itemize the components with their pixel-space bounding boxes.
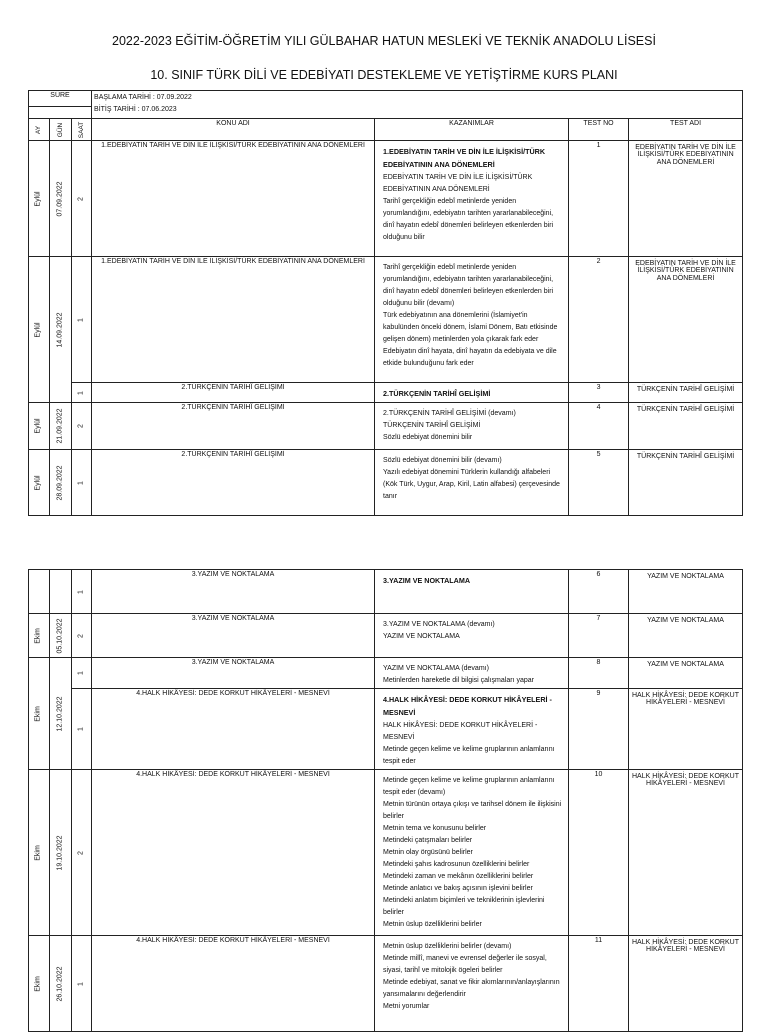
table-row: [29, 403, 743, 450]
date-cell: 14.09.2022: [50, 257, 72, 403]
month-cell: Ekim: [29, 936, 50, 1032]
test-no-cell: 11: [569, 936, 629, 1032]
month-cell: Ekim: [29, 614, 50, 658]
table-row: [29, 383, 743, 403]
table-row: [29, 658, 743, 689]
topic-cell: 4.HALK HİKÂYESİ: DEDE KORKUT HİKÂYELERİ - MESNEVİ: [92, 689, 375, 770]
month-cell: [29, 570, 50, 614]
month-cell: Eylül: [29, 257, 50, 403]
topic-cell: 2.TÜRKÇENİN TARİHÎ GELİŞİMİ: [92, 383, 375, 403]
outcome-text: HALK HİKÂYESİ: DEDE KORKUT HİKÂYELERİ - MESNEVİ Metinde geçen kelime ve kelime gruplarının anlamlarını tespit eder: [383, 722, 555, 765]
outcomes-cell: Metinde geçen kelime ve kelime gruplarının anlamlarını tespit eder (devamı) Metnin türünün ortaya çıkışı ve tarihsel dönem ile ilişkisini belirler Metnin tema ve konusunu belirler Metindeki çatışmaları belirler Metnin olay örgüsünü belirler Metindeki şahıs kadrosunun özelliklerini belirler Metindeki zaman ve mekânın özelliklerini belirler Metinde anlatıcı ve bakış açısının işlevini belirler Metindeki anlatım biçimleri ve tekniklerinin işlevlerini belirler Metnin üslup özelliklerini belirler: [375, 770, 569, 936]
test-name-cell: TÜRKÇENİN TARİHÎ GELİŞİMİ: [629, 383, 743, 403]
date-cell: [50, 570, 72, 614]
outcomes-cell: [375, 383, 569, 403]
test-name-cell: TÜRKÇENİN TARİHÎ GELİŞİMİ: [629, 403, 743, 450]
col-konu: KONU ADI: [92, 119, 375, 141]
hours-cell: 1: [72, 257, 92, 383]
col-testadi: TEST ADI: [629, 119, 743, 141]
topic-cell: 4.HALK HİKÂYESİ: DEDE KORKUT HİKÂYELERİ - MESNEVİ: [92, 770, 375, 936]
date-cell: 19.10.2022: [50, 770, 72, 936]
test-no-cell: 10: [569, 770, 629, 936]
hours-cell: 1: [72, 450, 92, 516]
test-no-cell: 3: [569, 383, 629, 403]
col-saat: SAAT: [72, 119, 92, 141]
topic-cell: 4.HALK HİKÂYESİ: DEDE KORKUT HİKÂYELERİ - MESNEVİ: [92, 936, 375, 1032]
hours-cell: 2: [72, 403, 92, 450]
end-date: BİTİŞ TARİHİ : 07.06.2023: [94, 105, 177, 113]
test-name-cell: YAZIM VE NOKTALAMA: [629, 570, 743, 614]
test-name-cell: YAZIM VE NOKTALAMA: [629, 658, 743, 689]
col-gun: GÜN: [50, 119, 72, 141]
outcomes-cell: Metnin üslup özelliklerini belirler (devamı) Metinde millî, manevi ve evrensel değerler ile sosyal, siyasi, tarihî ve mitolojik ögeleri belirler Metinde edebiyat, sanat ve fikir akımlarının/anlayışlarının yansımalarını değerlendirir Metni yorumlar: [375, 936, 569, 1032]
date-cell: 05.10.2022: [50, 614, 72, 658]
test-no-cell: 4: [569, 403, 629, 450]
date-cell: 26.10.2022: [50, 936, 72, 1032]
col-kazanim: KAZANIMLAR: [375, 119, 569, 141]
test-no-cell: 6: [569, 570, 629, 614]
test-name-cell: EDEBİYATIN TARİH VE DİN İLE İLİŞKİSİ/TÜRK EDEBİYATININ ANA DÖNEMLERİ: [629, 257, 743, 383]
outcome-heading: 4.HALK HİKÂYESİ: DEDE KORKUT HİKÂYELERİ - MESNEVİ: [383, 695, 552, 717]
topic-cell: 3.YAZIM VE NOKTALAMA: [92, 614, 375, 658]
hours-cell: 2: [72, 614, 92, 658]
test-name-cell: HALK HİKÂYESİ: DEDE KORKUT HİKÂYELERİ - MESNEVİ: [629, 936, 743, 1032]
plan-table-2: [28, 569, 743, 1032]
outcomes-cell: 2.TÜRKÇENİN TARİHÎ GELİŞİMİ (devamı) TÜRKÇENİN TARİHÎ GELİŞİMİ Sözlü edebiyat dönemini bilir: [375, 403, 569, 450]
outcomes-cell: [375, 141, 569, 257]
table-row: [29, 570, 743, 614]
outcomes-cell: Sözlü edebiyat dönemini bilir (devamı) Yazılı edebiyat dönemini Türklerin kullandığı alfabeleri (Kök Türk, Uygur, Arap, Kiril, Latin alfabesi) çerçevesinde tanır: [375, 450, 569, 516]
test-name-cell: HALK HİKÂYESİ: DEDE KORKUT HİKÂYELERİ - MESNEVİ: [629, 689, 743, 770]
hours-cell: 1: [72, 570, 92, 614]
hours-cell: 1: [72, 658, 92, 689]
table-row: [29, 257, 743, 383]
date-cell: 28.09.2022: [50, 450, 72, 516]
test-no-cell: 9: [569, 689, 629, 770]
col-ay: AY: [29, 119, 50, 141]
table-row: [29, 614, 743, 658]
month-cell: Ekim: [29, 770, 50, 936]
outcome-text: EDEBİYATIN TARİH VE DİN İLE İLİŞKİSİ/TÜRK EDEBİYATININ ANA DÖNEMLERİ Tarihî gerçekliğin edebî metinlerde yeniden yorumlandığını, edebiyatın tarihten yararlanabileceğini, dinî hayatın edebî dönemleri belirleyen etkenlerden biri olduğunu bilir: [383, 174, 554, 241]
outcomes-cell: YAZIM VE NOKTALAMA (devamı) Metinlerden hareketle dil bilgisi çalışmaları yapar: [375, 658, 569, 689]
topic-cell: 2.TÜRKÇENİN TARİHÎ GELİŞİMİ: [92, 450, 375, 516]
outcomes-cell: Tarihî gerçekliğin edebî metinlerde yeniden yorumlandığını, edebiyatın tarihten yararlanabileceğini, dinî hayatın edebî dönemleri belirleyen etkenlerden biri olduğunu bilir (devamı) Türk edebiyatının ana dönemlerini (İslamiyet'in kabulünden önceki dönem, İslami Dönem, Batı etkisinde gelişen dönem) metinlerden yola çıkarak fark eder Edebiyatın dinî hayata, dinî hayatın da edebiyata ve dile etkide bulunduğunu fark eder: [375, 257, 569, 383]
hours-cell: 2: [72, 141, 92, 257]
test-name-cell: EDEBİYATIN TARİH VE DİN İLE İLİŞKİSİ/TÜRK EDEBİYATININ ANA DÖNEMLERİ: [629, 141, 743, 257]
test-no-cell: 8: [569, 658, 629, 689]
outcome-heading: 3.YAZIM VE NOKTALAMA: [383, 576, 471, 585]
test-no-cell: 5: [569, 450, 629, 516]
table-row: [29, 770, 743, 936]
test-no-cell: 1: [569, 141, 629, 257]
table-row: [29, 141, 743, 257]
month-cell: Eylül: [29, 450, 50, 516]
month-cell: Ekim: [29, 658, 50, 770]
date-cell: 07.09.2022: [50, 141, 72, 257]
outcome-heading: 2.TÜRKÇENİN TARİHÎ GELİŞİMİ: [383, 389, 491, 398]
topic-cell: 1.EDEBİYATIN TARİH VE DİN İLE İLİŞKİSİ/TÜRK EDEBİYATININ ANA DÖNEMLERİ: [92, 257, 375, 383]
topic-cell: 3.YAZIM VE NOKTALAMA: [92, 658, 375, 689]
outcomes-cell: [375, 689, 569, 770]
document-title: 2022-2023 EĞİTİM-ÖĞRETİM YILI GÜLBAHAR HATUN MESLEKİ VE TEKNİK ANADOLU LİSESİ: [112, 34, 656, 48]
table-row: [29, 450, 743, 516]
hours-cell: 1: [72, 689, 92, 770]
start-date: BAŞLAMA TARİHİ : 07.09.2022: [94, 94, 192, 101]
table-row: [29, 936, 743, 1032]
month-cell: Eylül: [29, 403, 50, 450]
hours-cell: 1: [72, 383, 92, 403]
document-subtitle: 10. SINIF TÜRK DİLİ VE EDEBİYATI DESTEKLEME VE YETİŞTİRME KURS PLANI: [150, 68, 618, 82]
date-cell: 12.10.2022: [50, 658, 72, 770]
outcome-heading: 1.EDEBİYATIN TARİH VE DİN İLE İLİŞKİSİ/TÜRK EDEBİYATININ ANA DÖNEMLERİ: [383, 147, 546, 169]
outcomes-cell: [375, 570, 569, 614]
test-name-cell: HALK HİKÂYESİ: DEDE KORKUT HİKÂYELERİ - MESNEVİ: [629, 770, 743, 936]
topic-cell: 1.EDEBİYATIN TARİH VE DİN İLE İLİŞKİSİ/TÜRK EDEBİYATININ ANA DÖNEMLERİ: [92, 141, 375, 257]
col-testno: TEST NO: [569, 119, 629, 141]
hours-cell: 1: [72, 936, 92, 1032]
plan-table-1: [28, 90, 743, 516]
sure-cell: SÜRE: [29, 91, 92, 107]
test-name-cell: TÜRKÇENİN TARİHÎ GELİŞİMİ: [629, 450, 743, 516]
month-cell: Eylül: [29, 141, 50, 257]
topic-cell: 3.YAZIM VE NOKTALAMA: [92, 570, 375, 614]
table-row: [29, 689, 743, 770]
test-no-cell: 7: [569, 614, 629, 658]
test-name-cell: YAZIM VE NOKTALAMA: [629, 614, 743, 658]
outcomes-cell: 3.YAZIM VE NOKTALAMA (devamı) YAZIM VE NOKTALAMA: [375, 614, 569, 658]
date-cell: 21.09.2022: [50, 403, 72, 450]
topic-cell: 2.TÜRKÇENİN TARİHÎ GELİŞİMİ: [92, 403, 375, 450]
hours-cell: 2: [72, 770, 92, 936]
test-no-cell: 2: [569, 257, 629, 383]
date-range-cell: [92, 91, 743, 119]
